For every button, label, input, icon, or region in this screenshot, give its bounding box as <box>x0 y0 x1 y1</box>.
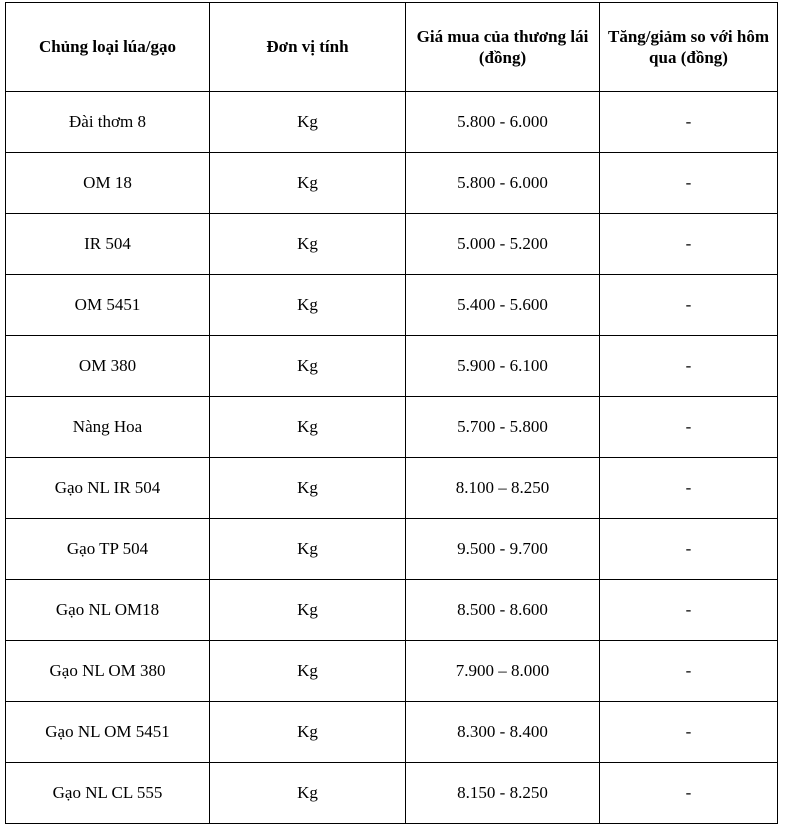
column-header-unit: Đơn vị tính <box>210 3 406 92</box>
table-row <box>6 641 778 702</box>
cell-price: 5.000 - 5.200 <box>406 214 600 275</box>
table-row <box>6 153 778 214</box>
cell-change: - <box>600 336 778 397</box>
document-page <box>0 2 800 803</box>
cell-unit: Kg <box>210 519 406 580</box>
cell-unit: Kg <box>210 458 406 519</box>
cell-change: - <box>600 214 778 275</box>
cell-unit: Kg <box>210 641 406 702</box>
cell-unit: Kg <box>210 92 406 153</box>
table-row <box>6 275 778 336</box>
cell-price: 8.300 - 8.400 <box>406 702 600 763</box>
cell-change: - <box>600 702 778 763</box>
cell-change: - <box>600 397 778 458</box>
cell-variety: OM 380 <box>6 336 210 397</box>
table-row <box>6 214 778 275</box>
table-row <box>6 336 778 397</box>
cell-change: - <box>600 458 778 519</box>
column-header-change: Tăng/giảm so với hôm qua (đồng) <box>600 3 778 92</box>
table-row <box>6 763 778 824</box>
cell-variety: OM 5451 <box>6 275 210 336</box>
table-row <box>6 397 778 458</box>
cell-price: 8.100 – 8.250 <box>406 458 600 519</box>
cell-unit: Kg <box>210 153 406 214</box>
cell-variety: Đài thơm 8 <box>6 92 210 153</box>
cell-variety: Nàng Hoa <box>6 397 210 458</box>
rice-price-table <box>5 2 778 824</box>
cell-variety: Gạo NL OM 380 <box>6 641 210 702</box>
table-body <box>6 92 778 824</box>
cell-price: 5.800 - 6.000 <box>406 153 600 214</box>
cell-variety: Gạo TP 504 <box>6 519 210 580</box>
cell-variety: IR 504 <box>6 214 210 275</box>
cell-unit: Kg <box>210 702 406 763</box>
cell-change: - <box>600 641 778 702</box>
cell-price: 5.900 - 6.100 <box>406 336 600 397</box>
cell-variety: Gạo NL IR 504 <box>6 458 210 519</box>
cell-unit: Kg <box>210 336 406 397</box>
cell-price: 9.500 - 9.700 <box>406 519 600 580</box>
cell-change: - <box>600 763 778 824</box>
cell-unit: Kg <box>210 763 406 824</box>
cell-price: 5.800 - 6.000 <box>406 92 600 153</box>
cell-price: 8.500 - 8.600 <box>406 580 600 641</box>
cell-change: - <box>600 153 778 214</box>
table-row <box>6 458 778 519</box>
cell-change: - <box>600 275 778 336</box>
cell-unit: Kg <box>210 275 406 336</box>
cell-variety: Gạo NL CL 555 <box>6 763 210 824</box>
table-row <box>6 702 778 763</box>
cell-price: 7.900 – 8.000 <box>406 641 600 702</box>
cell-unit: Kg <box>210 580 406 641</box>
table-header <box>6 3 778 92</box>
cell-price: 5.700 - 5.800 <box>406 397 600 458</box>
column-header-variety: Chủng loại lúa/gạo <box>6 3 210 92</box>
cell-change: - <box>600 519 778 580</box>
column-header-price: Giá mua của thương lái (đồng) <box>406 3 600 92</box>
cell-price: 5.400 - 5.600 <box>406 275 600 336</box>
table-row <box>6 580 778 641</box>
cell-unit: Kg <box>210 397 406 458</box>
cell-variety: Gạo NL OM 5451 <box>6 702 210 763</box>
cell-change: - <box>600 92 778 153</box>
cell-variety: OM 18 <box>6 153 210 214</box>
cell-variety: Gạo NL OM18 <box>6 580 210 641</box>
table-header-row <box>6 3 778 92</box>
cell-change: - <box>600 580 778 641</box>
table-row <box>6 519 778 580</box>
table-row <box>6 92 778 153</box>
cell-unit: Kg <box>210 214 406 275</box>
cell-price: 8.150 - 8.250 <box>406 763 600 824</box>
